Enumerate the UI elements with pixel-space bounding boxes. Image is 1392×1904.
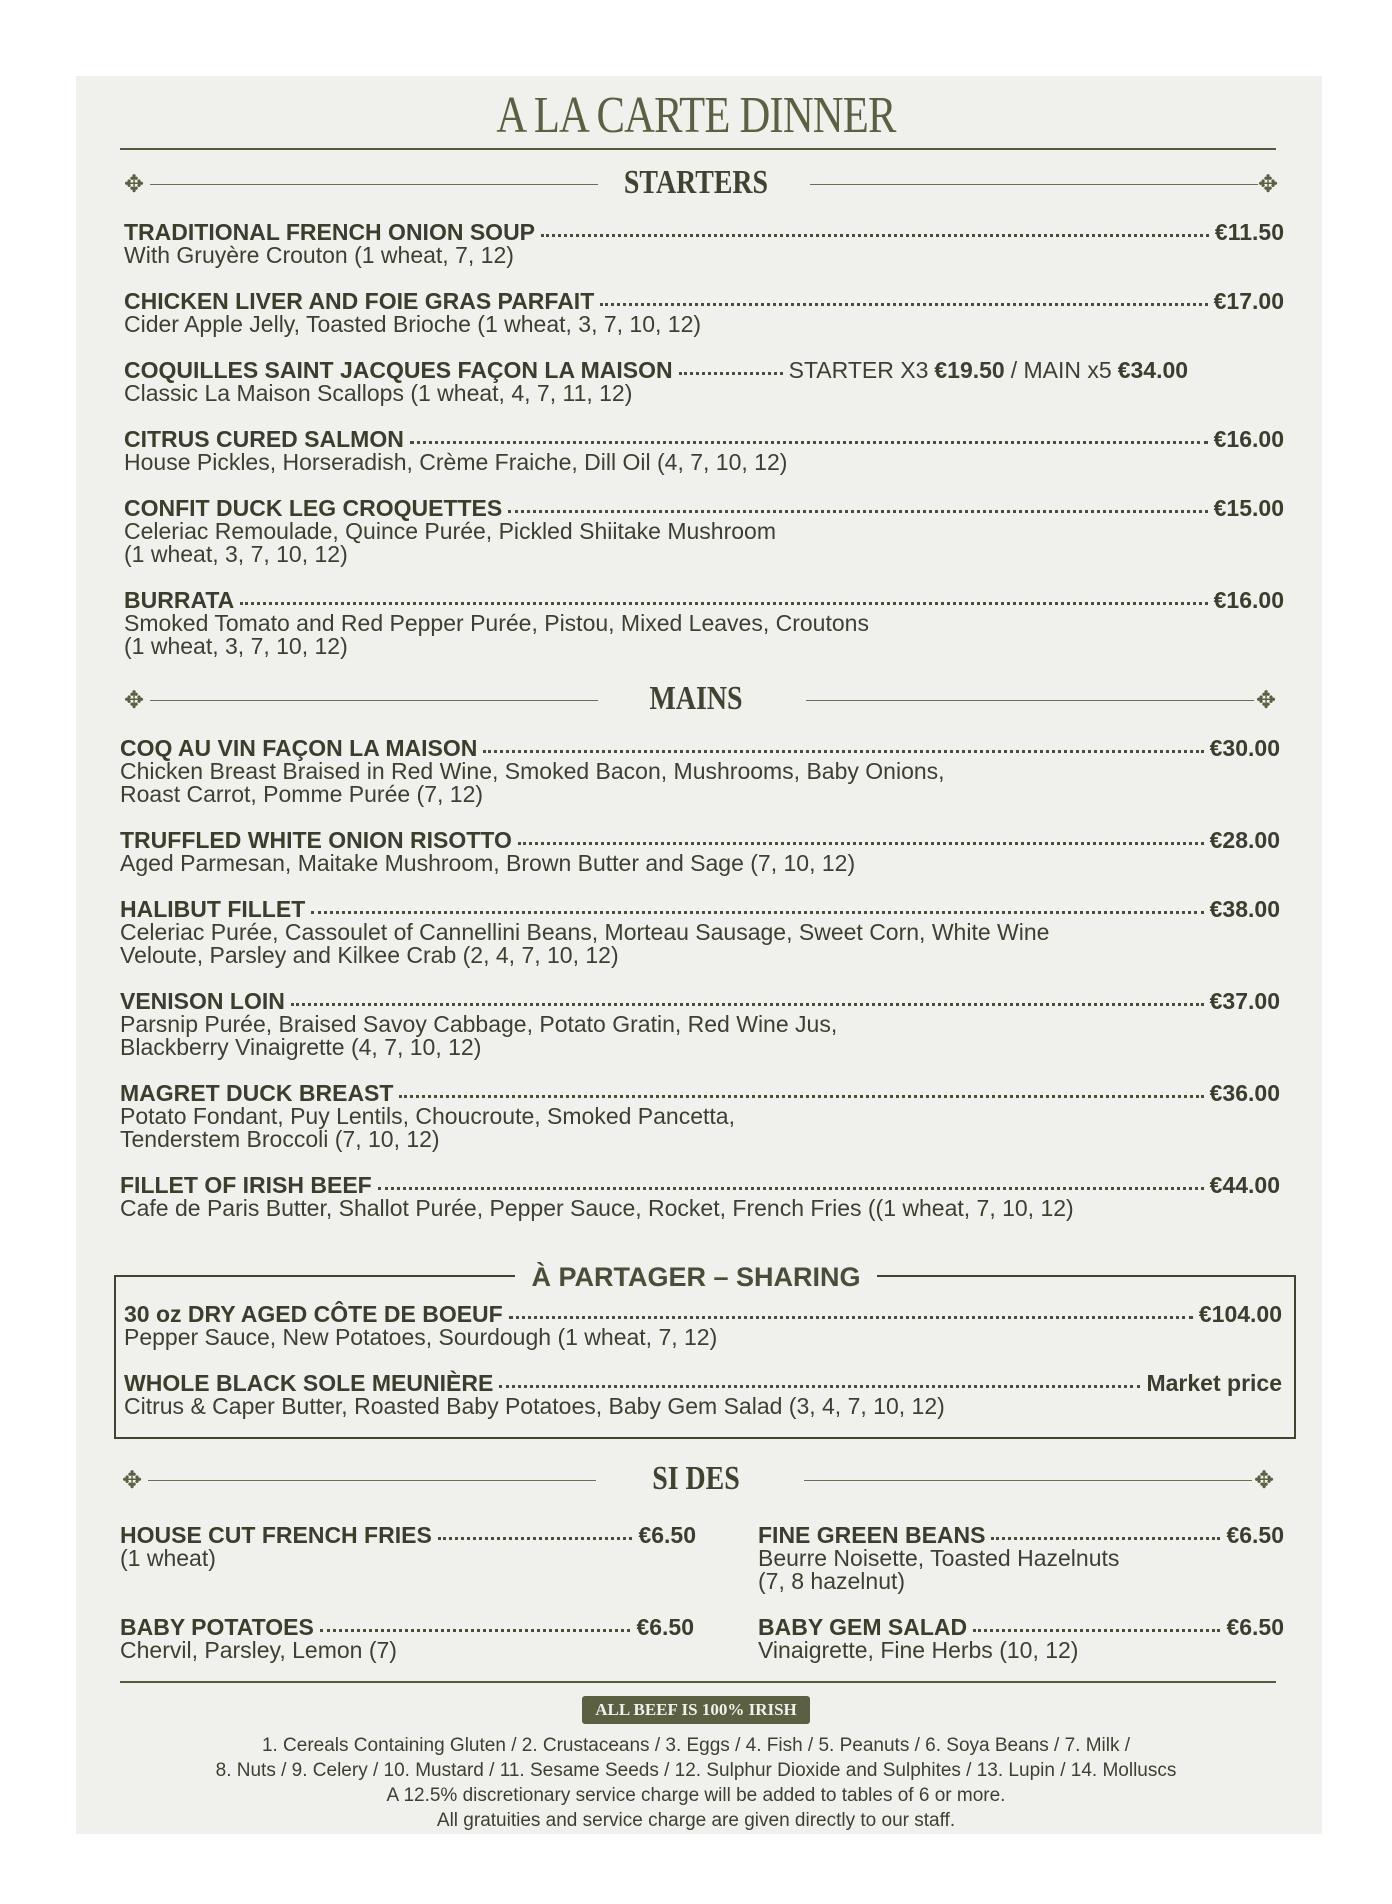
item-price: €34.00	[1117, 357, 1189, 383]
item-description: (7, 8 hazelnut)	[758, 1568, 906, 1594]
menu-item	[124, 588, 1284, 658]
item-price: €6.50	[1226, 1614, 1284, 1640]
section-heading-sides: SI DES	[652, 1460, 740, 1497]
main-label: / MAIN x5	[1010, 357, 1112, 383]
item-name: COQ AU VIN FAÇON LA MAISON	[120, 735, 478, 761]
item-price: €30.00	[1209, 735, 1280, 761]
fleuron-icon: ✥	[1256, 686, 1277, 714]
item-description: With Gruyère Crouton (1 wheat, 7, 12)	[124, 242, 514, 268]
item-description: Celeriac Remoulade, Quince Purée, Pickled Shiitake Mushroom	[124, 518, 776, 544]
fleuron-icon: ✥	[124, 170, 145, 198]
leader-dots	[679, 372, 783, 375]
item-name: VENISON LOIN	[120, 988, 285, 1014]
item-name: MAGRET DUCK BREAST	[120, 1080, 394, 1106]
section-heading-mains: MAINS	[649, 680, 743, 717]
item-description: Smoked Tomato and Red Pepper Purée, Pistou, Mixed Leaves, Croutons	[124, 610, 869, 636]
fleuron-icon: ✥	[1258, 170, 1279, 198]
leader-dots	[311, 911, 1203, 914]
side-item	[758, 1523, 1284, 1593]
item-description: Roast Carrot, Pomme Purée (7, 12)	[120, 781, 484, 807]
item-description: Pepper Sauce, New Potatoes, Sourdough (1 wheat, 7, 12)	[124, 1324, 718, 1350]
divider-line	[806, 700, 1254, 701]
leader-dots	[438, 1537, 633, 1540]
item-description: Potato Fondant, Puy Lentils, Choucroute, Smoked Pancetta,	[120, 1103, 735, 1129]
leader-dots	[509, 1316, 1193, 1319]
leader-dots	[378, 1187, 1204, 1190]
section-heading-sharing	[0, 1262, 1392, 1293]
item-description: Blackberry Vinaigrette (4, 7, 10, 12)	[120, 1034, 482, 1060]
item-price: €104.00	[1198, 1301, 1282, 1327]
item-price: €17.00	[1213, 288, 1284, 314]
fleuron-icon: ✥	[1254, 1466, 1275, 1494]
item-name: HOUSE CUT FRENCH FRIES	[120, 1522, 432, 1548]
menu-item	[124, 427, 1284, 474]
allergen-line: 8. Nuts / 9. Celery / 10. Mustard / 11. Sesame Seeds / 12. Sulphur Dioxide and Sulphites / 13. Lupin / 14. Molluscs	[215, 1760, 1177, 1781]
leader-dots	[991, 1537, 1220, 1540]
item-price: Market price	[1146, 1370, 1282, 1396]
item-name: BABY POTATOES	[120, 1614, 314, 1640]
side-item	[758, 1615, 1284, 1662]
leader-dots	[518, 842, 1204, 845]
item-name: TRADITIONAL FRENCH ONION SOUP	[124, 219, 536, 245]
leader-dots	[483, 750, 1203, 753]
leader-dots	[499, 1385, 1140, 1388]
leader-dots	[320, 1629, 631, 1632]
leader-dots	[973, 1629, 1220, 1632]
side-item	[120, 1523, 696, 1570]
leader-dots	[399, 1095, 1203, 1098]
menu-item	[124, 496, 1284, 566]
leader-dots	[240, 602, 1207, 605]
item-description: Tenderstem Broccoli (7, 10, 12)	[120, 1126, 440, 1152]
menu-item	[120, 736, 1280, 806]
menu-item	[120, 897, 1280, 967]
item-description: (1 wheat, 3, 7, 10, 12)	[124, 541, 348, 567]
item-price: €28.00	[1209, 827, 1280, 853]
menu-item	[120, 828, 1280, 875]
service-charge-note: A 12.5% discretionary service charge will be added to tables of 6 or more.	[386, 1785, 1006, 1806]
item-name: CHICKEN LIVER AND FOIE GRAS PARFAIT	[124, 288, 595, 314]
item-description: Aged Parmesan, Maitake Mushroom, Brown Butter and Sage (7, 10, 12)	[120, 850, 856, 876]
page-title: A LA CARTE DINNER	[496, 87, 896, 144]
fleuron-icon: ✥	[124, 686, 145, 714]
starter-label: STARTER X3	[788, 357, 929, 383]
sharing-heading-text: À PARTAGER – SHARING	[515, 1262, 876, 1293]
menu-item	[120, 1081, 1280, 1151]
item-name: FINE GREEN BEANS	[758, 1522, 986, 1548]
item-name: HALIBUT FILLET	[120, 896, 306, 922]
irish-beef-badge: ALL BEEF IS 100% IRISH	[582, 1696, 810, 1724]
item-name: 30 oz DRY AGED CÔTE DE BOEUF	[124, 1301, 503, 1327]
item-description: Cafe de Paris Butter, Shallot Purée, Pepper Sauce, Rocket, French Fries ((1 wheat, 7, 10, 12)	[120, 1195, 1074, 1221]
item-description: Parsnip Purée, Braised Savoy Cabbage, Potato Gratin, Red Wine Jus,	[120, 1011, 838, 1037]
item-description: Citrus & Caper Butter, Roasted Baby Potatoes, Baby Gem Salad (3, 4, 7, 10, 12)	[124, 1393, 945, 1419]
item-price: €36.00	[1209, 1080, 1280, 1106]
item-description: Beurre Noisette, Toasted Hazelnuts	[758, 1545, 1120, 1571]
leader-dots	[541, 234, 1209, 237]
gratuity-note: All gratuities and service charge are given directly to our staff.	[436, 1810, 956, 1831]
item-price: €16.00	[1213, 587, 1284, 613]
item-description: Vinaigrette, Fine Herbs (10, 12)	[758, 1637, 1079, 1663]
allergen-line: 1. Cereals Containing Gluten / 2. Crustaceans / 3. Eggs / 4. Fish / 5. Peanuts / 6. Soya Beans / 7. Milk /	[261, 1735, 1131, 1756]
menu-item	[120, 989, 1280, 1059]
item-name: BABY GEM SALAD	[758, 1614, 968, 1640]
item-description: House Pickles, Horseradish, Crème Fraiche, Dill Oil (4, 7, 10, 12)	[124, 449, 788, 475]
item-name: FILLET OF IRISH BEEF	[120, 1172, 372, 1198]
fleuron-icon: ✥	[122, 1466, 143, 1494]
item-description: (1 wheat)	[120, 1545, 216, 1571]
leader-dots	[410, 441, 1208, 444]
side-item	[120, 1615, 694, 1662]
item-price: €6.50	[1226, 1522, 1284, 1548]
item-price: €6.50	[636, 1614, 694, 1640]
item-price: €16.00	[1213, 426, 1284, 452]
menu-item	[124, 358, 1284, 405]
menu-item	[124, 220, 1284, 267]
menu-item	[124, 289, 1284, 336]
menu-item	[124, 1371, 1282, 1418]
item-description: Chicken Breast Braised in Red Wine, Smoked Bacon, Mushrooms, Baby Onions,	[120, 758, 945, 784]
item-name: WHOLE BLACK SOLE MEUNIÈRE	[124, 1370, 494, 1396]
leader-dots	[291, 1003, 1204, 1006]
section-heading-starters: STARTERS	[623, 164, 769, 201]
divider-line	[804, 1480, 1252, 1481]
item-price: €37.00	[1209, 988, 1280, 1014]
item-name: CITRUS CURED SALMON	[124, 426, 404, 452]
menu-item	[124, 1302, 1282, 1349]
leader-dots	[600, 303, 1207, 306]
item-description: Veloute, Parsley and Kilkee Crab (2, 4, 7, 10, 12)	[120, 942, 619, 968]
item-price: €15.00	[1213, 495, 1284, 521]
item-price: €38.00	[1209, 896, 1280, 922]
starter-price: €19.50	[934, 357, 1005, 383]
leader-dots	[508, 510, 1207, 513]
item-price: €6.50	[638, 1522, 696, 1548]
item-description: Chervil, Parsley, Lemon (7)	[120, 1637, 397, 1663]
item-name: TRUFFLED WHITE ONION RISOTTO	[120, 827, 512, 853]
menu-item	[120, 1173, 1280, 1220]
divider-line	[810, 184, 1258, 185]
item-price: €44.00	[1209, 1172, 1280, 1198]
item-description: Cider Apple Jelly, Toasted Brioche (1 wheat, 3, 7, 10, 12)	[124, 311, 702, 337]
item-description: Classic La Maison Scallops (1 wheat, 4, 7, 11, 12)	[124, 380, 633, 406]
footer-rule	[120, 1681, 1276, 1683]
item-description: (1 wheat, 3, 7, 10, 12)	[124, 633, 348, 659]
title-underline	[120, 148, 1276, 150]
item-price: €11.50	[1214, 219, 1284, 245]
item-description: Celeriac Purée, Cassoulet of Cannellini Beans, Morteau Sausage, Sweet Corn, White Wine	[120, 919, 1050, 945]
item-name: CONFIT DUCK LEG CROQUETTES	[124, 495, 503, 521]
item-name: BURRATA	[124, 587, 235, 613]
item-name: COQUILLES SAINT JACQUES FAÇON LA MAISON	[124, 357, 673, 383]
